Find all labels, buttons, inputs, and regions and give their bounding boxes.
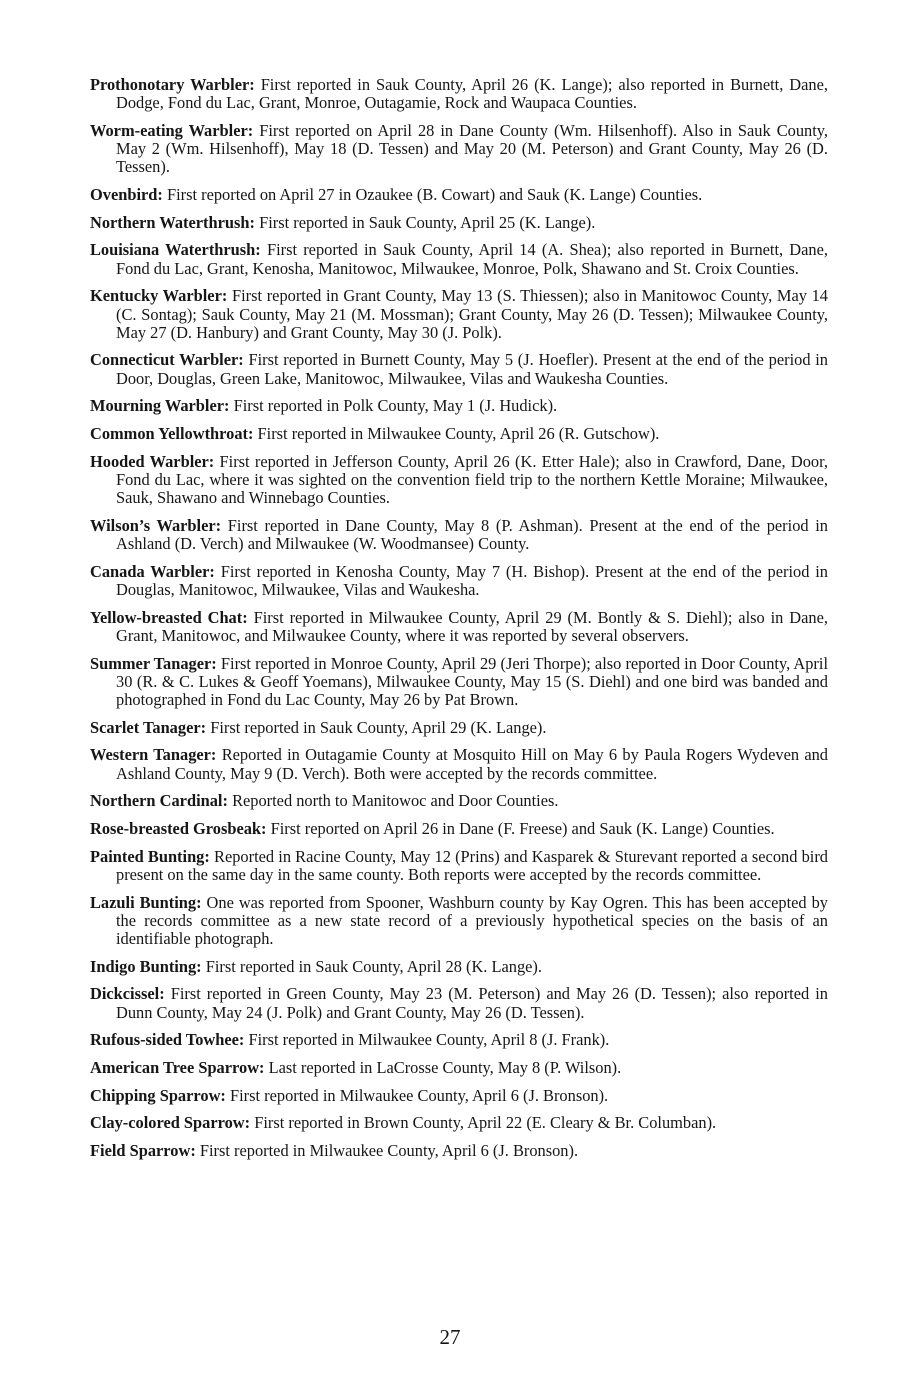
species-entry	[90, 609, 828, 645]
species-report-text: First reported in Sauk County, April 29 (K. Lange).	[210, 717, 547, 737]
species-entry	[90, 425, 828, 443]
species-name: Rose-breasted Grosbeak:	[90, 819, 267, 838]
species-name: Worm-eating Warbler:	[90, 120, 254, 140]
species-report-text: First reported on April 27 in Ozaukee (B. Cowart) and Sauk (K. Lange) Counties.	[166, 185, 703, 205]
species-report-text: Last reported in LaCrosse County, May 8 (P. Wilson).	[268, 1058, 622, 1078]
species-name: Indigo Bunting:	[90, 956, 202, 976]
species-name: Prothonotary Warbler:	[90, 75, 255, 94]
species-report-text: First reported in Sauk County, April 25 (K. Lange).	[259, 212, 596, 232]
species-entry	[90, 517, 828, 553]
page-number: 27	[439, 1325, 461, 1349]
species-report-text: First reported on April 26 in Dane (F. Freese) and Sauk (K. Lange) Counties.	[270, 819, 775, 838]
species-entry	[90, 848, 828, 884]
species-report-text: One was reported from Spooner, Washburn county by Kay Ogren. This has been accepted by the records committee as a new state record of a previously hypothetical species on the basis of an identifiable photograph.	[116, 892, 828, 949]
species-entry	[90, 820, 828, 838]
species-name: Dickcissel:	[90, 984, 165, 1004]
species-name: Ovenbird:	[90, 185, 163, 205]
species-report-text: Reported north to Manitowoc and Door Counties.	[232, 791, 559, 811]
species-entry	[90, 719, 828, 737]
species-name: Western Tanager:	[90, 745, 217, 765]
species-report-text: First reported in Kenosha County, May 7 (H. Bishop). Present at the end of the period in Douglas, Manitowoc, Milwaukee, Vilas and Waukesha.	[116, 561, 828, 599]
species-report-text: First reported in Polk County, May 1 (J. Hudick).	[233, 396, 558, 416]
species-name: Louisiana Waterthrush:	[90, 240, 261, 260]
species-report-text: First reported in Milwaukee County, April 6 (J. Bronson).	[199, 1141, 579, 1161]
species-name: Lazuli Bunting:	[90, 892, 202, 912]
species-name: Northern Cardinal:	[90, 791, 228, 811]
species-name: Canada Warbler:	[90, 561, 215, 581]
species-report-text: First reported in Dane County, May 8 (P. Ashman). Present at the end of the period in Ashland (D. Verch) and Milwaukee (W. Woodmansee) County.	[116, 515, 828, 554]
species-report-text: First reported in Sauk County, April 14 (A. Shea); also reported in Burnett, Dane, Fond du Lac, Grant, Kenosha, Manitowoc, Milwaukee, Monroe, Polk, Shawano and St. Croix Counties.	[116, 240, 828, 278]
species-report-text: First reported on April 28 in Dane County (Wm. Hilsenhoff). Also in Sauk County, May 2 (Wm. Hilsenhoff), May 18 (D. Tessen) and May 20 (M. Peterson) and Grant County, May 26 (D. Tessen).	[116, 120, 828, 177]
species-name: Chipping Sparrow:	[90, 1085, 226, 1105]
species-entry	[90, 655, 828, 710]
species-entry	[90, 76, 828, 112]
species-report-text: First reported in Grant County, May 13 (S. Thiessen); also in Manitowoc County, May 14 (C. Sontag); Sauk County, May 21 (M. Mossman); Grant County, May 26 (D. Tessen); Milwaukee County, May 27 (D. Hanbury) and Grant County, May 30 (J. Polk).	[116, 286, 828, 342]
species-name: American Tree Sparrow:	[90, 1058, 265, 1078]
species-entry	[90, 1114, 828, 1132]
species-name: Field Sparrow:	[90, 1141, 196, 1161]
species-report-text: Reported in Outagamie County at Mosquito Hill on May 6 by Paula Rogers Wydeven and Ashland County, May 9 (D. Verch). Both were accepted by the records committee.	[116, 745, 828, 783]
species-name: Connecticut Warbler:	[90, 350, 244, 370]
species-entry	[90, 122, 828, 177]
species-name: Wilson’s Warbler:	[90, 515, 222, 535]
species-report-text: First reported in Jefferson County, April 26 (K. Etter Hale); also in Crawford, Dane, Door, Fond du Lac, where it was sighted on the convention field trip to the northern Kettle Moraine; Milwaukee, Sauk, Shawano and Winnebago Counties.	[116, 451, 828, 508]
species-name: Kentucky Warbler:	[90, 286, 228, 306]
species-name: Rufous-sided Towhee:	[90, 1030, 245, 1050]
species-entry	[90, 1059, 828, 1077]
species-entry	[90, 351, 828, 387]
species-name: Painted Bunting:	[90, 846, 210, 866]
species-entry	[90, 985, 828, 1021]
species-report-text: First reported in Milwaukee County, April 8 (J. Frank).	[248, 1030, 610, 1050]
species-report-list	[90, 76, 828, 1170]
species-report-text: First reported in Monroe County, April 29 (Jeri Thorpe); also reported in Door County, April 30 (R. & C. Lukes & Geoff Yoemans), Milwaukee County, May 15 (S. Diehl) and one bird was banded and photographed in Fond du Lac County, May 26 by Pat Brown.	[116, 653, 828, 709]
species-name: Scarlet Tanager:	[90, 717, 207, 737]
species-entry	[90, 792, 828, 810]
species-report-text: First reported in Milwaukee County, April 26 (R. Gutschow).	[257, 424, 660, 444]
species-report-text: Reported in Racine County, May 12 (Prins) and Kasparek & Sturevant reported a second bird present on the same day in the same county. Both reports were accepted by the records committee.	[116, 846, 828, 884]
species-name: Hooded Warbler:	[90, 451, 215, 471]
species-name: Clay-colored Sparrow:	[90, 1113, 251, 1133]
species-report-text: First reported in Brown County, April 22 (E. Cleary & Br. Columban).	[254, 1113, 717, 1133]
species-entry	[90, 1142, 828, 1160]
species-report-text: First reported in Burnett County, May 5 (J. Hoefler). Present at the end of the period in Door, Douglas, Green Lake, Manitowoc, Milwaukee, Vilas and Waukesha Counties.	[116, 350, 829, 388]
species-report-text: First reported in Green County, May 23 (M. Peterson) and May 26 (D. Tessen); also reported in Dunn County, May 24 (J. Polk) and Grant County, May 26 (D. Tessen).	[116, 984, 828, 1022]
species-report-text: First reported in Milwaukee County, April 29 (M. Bontly & S. Diehl); also in Dane, Grant, Manitowoc, and Milwaukee County, where it was reported by several observers.	[116, 607, 828, 645]
species-entry	[90, 241, 828, 277]
species-report-text: First reported in Sauk County, April 26 (K. Lange); also reported in Burnett, Dane, Dodge, Fond du Lac, Grant, Monroe, Outagamie, Rock and Waupaca Counties.	[116, 75, 828, 113]
species-entry	[90, 1087, 828, 1105]
species-name: Common Yellowthroat:	[90, 424, 254, 444]
species-entry	[90, 563, 828, 599]
species-entry	[90, 1031, 828, 1049]
species-name: Northern Waterthrush:	[90, 212, 255, 232]
species-entry	[90, 214, 828, 232]
species-name: Mourning Warbler:	[90, 396, 230, 416]
species-entry	[90, 453, 828, 508]
species-entry	[90, 958, 828, 976]
species-report-text: First reported in Sauk County, April 28 (K. Lange).	[205, 956, 542, 976]
species-name: Yellow-breasted Chat:	[90, 607, 248, 627]
species-entry	[90, 894, 828, 949]
species-report-text: First reported in Milwaukee County, April 6 (J. Bronson).	[229, 1085, 609, 1105]
species-name: Summer Tanager:	[90, 653, 217, 673]
species-entry	[90, 186, 828, 204]
species-entry	[90, 746, 828, 782]
species-entry	[90, 287, 828, 342]
species-entry	[90, 397, 828, 415]
